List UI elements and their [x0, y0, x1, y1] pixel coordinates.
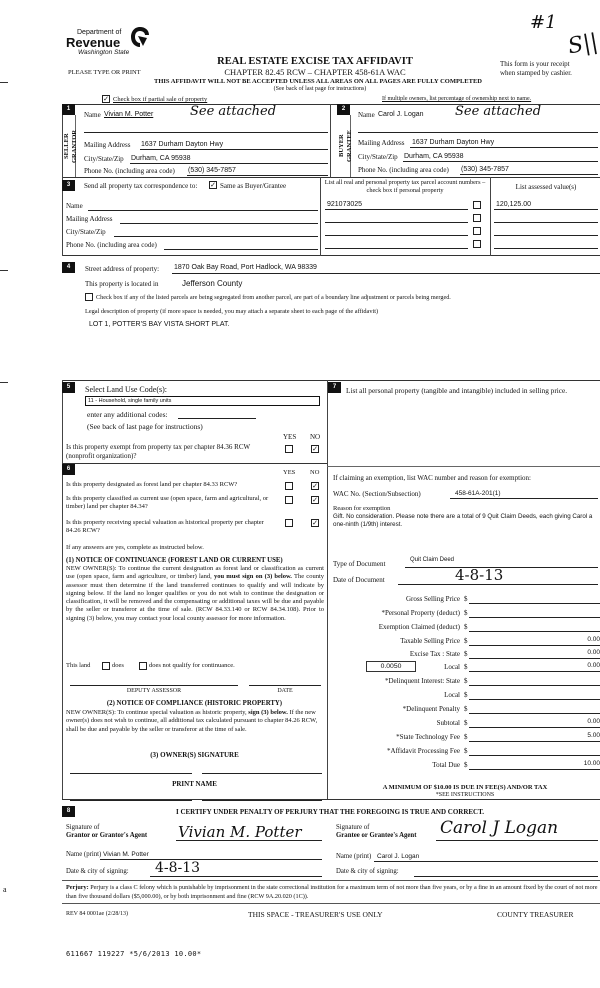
- document-date-label: Date of Document: [333, 576, 385, 584]
- fee-field-delinquent-penalty[interactable]: [469, 713, 600, 714]
- exempt-yes-checkbox[interactable]: [285, 445, 293, 453]
- partial-sale-checkbox[interactable]: ✓: [103, 95, 109, 103]
- fee-label-total-due: Total Due: [432, 761, 460, 769]
- personal-property-checkbox-4[interactable]: [473, 240, 481, 248]
- fee-label-personal-property: *Personal Property (deduct): [381, 609, 460, 617]
- buyer-address-label: Mailing Address: [358, 139, 405, 147]
- underline: [469, 658, 600, 659]
- currency-symbol: $: [464, 691, 468, 699]
- divider: [62, 255, 600, 256]
- multiple-owners-note: If multiple owners, list percentage of ownership next to name.: [382, 96, 532, 102]
- legal-description-value[interactable]: LOT 1, POTTER'S BAY VISTA SHORT PLAT.: [89, 321, 230, 328]
- perjury-text: Perjury is a class C felony which is punishable by imprisonment in the state correctional institution for a maximum term of not more than five years, or by a fine in an amount fixed by the court of not more than five thousand dollars ($5,000.00), or by both imprisonment and fine (RCW 9A.20.020 (1C)).: [66, 884, 598, 900]
- underline: [460, 174, 598, 175]
- handwritten-number: #1: [530, 12, 557, 33]
- seller-phone-label: Phone No. (including area code): [84, 167, 175, 175]
- assessor-date-label: DATE: [277, 688, 293, 694]
- underline: [469, 645, 600, 646]
- form-number: REV 84 0001ae (2/28/13): [66, 911, 129, 917]
- fee-label-delinquent-interest-state: *Delinquent Interest: State: [384, 677, 460, 685]
- currency-symbol: $: [464, 733, 468, 741]
- currency-symbol: $: [464, 595, 468, 603]
- cashier-stamp: 611667 119227 *5/6/2013 10.00*: [66, 950, 202, 958]
- personal-property-checkbox-3[interactable]: [473, 227, 481, 235]
- exempt-question: Is this property exempt from property tax per chapter 84.36 RCW (nonprofit organization)?: [66, 443, 250, 460]
- form-chapter: CHAPTER 82.45 RCW – CHAPTER 458-61A WAC: [224, 67, 406, 77]
- grantor-signature-label-1: Signature of: [66, 824, 100, 831]
- correspondence-name-label: Name: [66, 202, 83, 210]
- correspondence-phone-label: Phone No. (including area code): [66, 241, 157, 249]
- treasurer-space-label: THIS SPACE - TREASURER'S USE ONLY: [248, 910, 383, 919]
- currency-symbol: $: [464, 663, 468, 671]
- divider: [327, 380, 328, 800]
- see-instructions-note: *SEE INSTRUCTIONS: [435, 792, 495, 798]
- yes-header-6: YES: [283, 469, 296, 476]
- margin-letter: a: [3, 885, 7, 894]
- fee-label-delinquent-interest-local: Local: [444, 691, 460, 699]
- legal-description-label: Legal description of property (if more space is needed, you may attach a separate sheet to each page of the affidavit): [85, 308, 379, 315]
- divider: [62, 177, 600, 178]
- historic-question: Is this property receiving special valuation as historical property per chapter 84.26 RCW?: [66, 519, 264, 534]
- notice-compliance-text-b: If the new owner(s) does not wish to continue, all additional tax calculated pursuant to chapter 84.26 RCW, shall be due and payable by the seller or transferor at the time of sale.: [66, 709, 318, 733]
- underline: [469, 769, 600, 770]
- wac-label: WAC No. (Section/Subsection): [333, 490, 421, 498]
- underline: [70, 800, 192, 801]
- correspondence-city-label: City/State/Zip: [66, 228, 106, 236]
- partial-sale-label: Check box if partial sale of property: [113, 96, 208, 103]
- reason-value[interactable]: Gift. No consideration. Please note there are a total of 9 Quit Claim Deeds, each giving Carol a one-ninth (1/9th) interest.: [333, 513, 593, 528]
- notice-continuance-bold: you must sign on (3) below.: [214, 573, 292, 581]
- grantor-name-label: Name (print): [66, 851, 102, 858]
- notice-continuance-title: (1) NOTICE OF CONTINUANCE (FOREST LAND OR CURRENT USE): [66, 557, 283, 564]
- correspondence-address-label: Mailing Address: [66, 215, 113, 223]
- assessed-value-1[interactable]: 120,125.00: [496, 201, 532, 208]
- underline: [130, 163, 328, 164]
- fee-value-technology[interactable]: 5.00: [587, 732, 600, 739]
- underline: [187, 175, 328, 176]
- section-3-number: 3: [62, 180, 75, 191]
- underline: [325, 209, 468, 210]
- does-label: does: [112, 662, 124, 669]
- fee-field-delinquent-interest-local[interactable]: [469, 699, 600, 700]
- underline: [469, 741, 600, 742]
- parcel-number-1[interactable]: 921073025: [327, 201, 363, 208]
- land-use-selected-value: 11 - Household, single family units: [88, 398, 172, 404]
- see-back-note: (See back of last page for instructions): [273, 86, 367, 92]
- section-5-number: 5: [62, 382, 75, 393]
- minimum-due-note: A MINIMUM OF $10.00 IS DUE IN FEE(S) AND/OR TAX: [382, 784, 548, 791]
- receipt-note-2: when stamped by cashier.: [500, 69, 572, 77]
- logo-line3: Washington State: [78, 49, 130, 56]
- underline: [469, 727, 600, 728]
- parcel-header: List all real and personal property tax parcel account numbers – check box if personal property: [324, 179, 486, 194]
- street-address-value[interactable]: 1870 Oak Bay Road, Port Hadlock, WA 98339: [174, 264, 317, 271]
- additional-codes-field[interactable]: [178, 418, 256, 419]
- land-use-see-back: (See back of last page for instructions): [87, 422, 203, 431]
- seller-name-value[interactable]: Vivian M. Potter: [104, 111, 154, 118]
- grantee-signature[interactable]: Carol J Logan: [440, 818, 559, 838]
- fee-label-exemption: Exemption Claimed (deduct): [378, 623, 460, 631]
- no-header-6: NO: [310, 469, 320, 476]
- fee-value-excise-state[interactable]: 0.00: [587, 649, 600, 656]
- fee-value-taxable[interactable]: 0.00: [587, 636, 600, 643]
- county-value[interactable]: Jefferson County: [182, 279, 243, 288]
- section-2-number: 2: [337, 104, 350, 115]
- this-land-label: This land: [66, 662, 91, 669]
- handwritten-margin: S||: [566, 29, 600, 60]
- correspondence-address-field[interactable]: [120, 223, 318, 224]
- historic-yes-checkbox[interactable]: [285, 519, 293, 527]
- seller-phone-value[interactable]: (530) 345-7857: [188, 167, 236, 174]
- seller-address-label: Mailing Address: [84, 141, 131, 149]
- dor-swirl-icon: [130, 26, 150, 48]
- underline: [398, 584, 598, 585]
- assessor-date-line[interactable]: [249, 685, 321, 686]
- currency-symbol: $: [464, 761, 468, 769]
- grantor-signature[interactable]: Vivian M. Potter: [178, 823, 302, 841]
- buyer-city-value[interactable]: Durham, CA 95938: [404, 153, 464, 160]
- grantor-name-value[interactable]: Vivian M. Potter: [103, 851, 149, 858]
- correspondence-city-field[interactable]: [114, 236, 318, 237]
- street-address-label: Street address of property:: [85, 265, 160, 273]
- section-8-number: 8: [62, 806, 75, 817]
- fee-label-excise-state: Excise Tax : State: [409, 650, 460, 658]
- currency-symbol: $: [464, 609, 468, 617]
- underline: [176, 840, 322, 841]
- buyer-side-label: BUYER GRANTEE: [338, 129, 353, 163]
- divider: [62, 463, 327, 464]
- margin-mark: [0, 382, 8, 383]
- fee-label-delinquent-penalty: *Delinquent Penalty: [402, 705, 460, 713]
- local-rate-box[interactable]: [366, 661, 416, 672]
- divider: [490, 177, 491, 256]
- grantee-date-label: Date & city of signing:: [336, 868, 399, 875]
- divider: [62, 903, 600, 904]
- divider: [330, 104, 331, 178]
- grantee-date-field[interactable]: [414, 876, 598, 877]
- divider: [327, 466, 600, 467]
- currency-symbol: $: [464, 637, 468, 645]
- section-7-number: 7: [328, 382, 341, 393]
- divider: [62, 380, 600, 381]
- buyer-city-label: City/State/Zip: [358, 153, 398, 161]
- grantor-signature-label-2: Grantor or Grantor's Agent: [66, 832, 148, 839]
- notice-continuance-text-b: The county assessor must then determine if the land transferred continues to qualify and will indicate by signing below. If the land no longer qualifies or you do not wish to continue the designation or classification, it will be removed and the compensating or additional taxes will be due and payable by the seller or transferor at the time of sale. (RCW 84.33.140 or RCW 84.34.108). Prior to signing (3) below, you may contact your local county assessor for more information.: [66, 573, 324, 622]
- fee-field-exemption[interactable]: [469, 631, 600, 632]
- personal-property-checkbox-1[interactable]: [473, 201, 481, 209]
- deputy-assessor-label: DEPUTY ASSESSOR: [126, 688, 182, 694]
- seller-city-label: City/State/Zip: [84, 155, 124, 163]
- exemption-label: If claiming an exemption, list WAC number and reason for exemption:: [333, 474, 531, 482]
- fee-label-technology: *State Technology Fee: [396, 733, 460, 741]
- fee-field-delinquent-interest-state[interactable]: [469, 685, 600, 686]
- buyer-handwritten-see-attached: See attached: [455, 104, 542, 119]
- perjury-label: Perjury:: [66, 884, 89, 891]
- fee-field-gross-selling[interactable]: [469, 603, 600, 604]
- owner-signature-line-2[interactable]: [202, 773, 322, 774]
- buyer-address-value[interactable]: 1637 Durham Dayton Hwy: [412, 139, 495, 146]
- divider: [320, 177, 321, 256]
- document-type-value[interactable]: Quit Claim Deed: [410, 557, 455, 563]
- fee-label-excise-local: Local: [444, 663, 460, 671]
- fee-value-excise-local[interactable]: 0.00: [587, 662, 600, 669]
- currency-symbol: $: [464, 705, 468, 713]
- currency-symbol: $: [464, 677, 468, 685]
- underline: [469, 671, 600, 672]
- current-use-question: Is this property classified as current use (open space, farm and agricultural, or timber) land per chapter 84.34?: [66, 495, 269, 510]
- does-qualify-checkbox[interactable]: [102, 662, 110, 670]
- underline: [374, 861, 598, 862]
- grantor-date-value[interactable]: 4-8-13: [155, 860, 201, 876]
- fee-label-gross-selling: Gross Selling Price: [405, 595, 460, 603]
- please-type: PLEASE TYPE OR PRINT: [68, 69, 141, 76]
- notice-compliance-text: [66, 709, 324, 734]
- section-6-number: 6: [62, 464, 75, 475]
- notice-continuance-text: [66, 565, 324, 623]
- section-4-number: 4: [62, 262, 75, 273]
- segregated-checkbox[interactable]: [85, 293, 93, 301]
- fee-label-processing: *Affidavit Processing Fee: [387, 747, 460, 755]
- forest-land-question: Is this property designated as forest land per chapter 84.33 RCW?: [66, 481, 238, 488]
- notice-compliance-text-a: NEW OWNER(S): To continue special valuation as historic property,: [66, 709, 247, 716]
- personal-property-checkbox-2[interactable]: [473, 214, 481, 222]
- reason-label: Reason for exemption: [333, 505, 391, 512]
- grantor-date-label: Date & city of signing:: [66, 868, 129, 875]
- buyer-phone-label: Phone No. (including area code): [358, 166, 449, 174]
- seller-name-label: Name: [84, 111, 101, 119]
- same-as-buyer-label: Same as Buyer/Grantee: [220, 182, 287, 190]
- seller-side-label: SELLER GRANTOR: [63, 129, 78, 163]
- section-1-number: 1: [62, 104, 75, 115]
- grantee-signature-label-2: Grantee or Grantee's Agent: [336, 832, 417, 839]
- assessed-value-4[interactable]: [494, 248, 598, 249]
- form-title: REAL ESTATE EXCISE TAX AFFIDAVIT: [217, 56, 413, 67]
- currency-symbol: $: [464, 747, 468, 755]
- underline: [403, 161, 598, 162]
- buyer-name-label: Name: [358, 111, 375, 119]
- fee-field-personal-property[interactable]: [469, 617, 600, 618]
- assessed-value-3[interactable]: [494, 235, 598, 236]
- assessed-header: List assessed value(s): [515, 183, 577, 191]
- underline: [436, 840, 598, 841]
- divider: [62, 380, 63, 800]
- forest-land-yes-checkbox[interactable]: [285, 482, 293, 490]
- land-use-label: Select Land Use Code(s):: [85, 385, 167, 394]
- additional-codes-label: enter any additional codes:: [87, 410, 168, 419]
- county-treasurer-label: COUNTY TREASURER: [497, 910, 574, 919]
- deputy-assessor-signature-line[interactable]: [70, 685, 238, 686]
- document-type-label: Type of Document: [333, 560, 386, 568]
- does-not-label: does not qualify for continuance.: [149, 662, 235, 669]
- document-date-value[interactable]: 4-8-13: [455, 566, 504, 584]
- underline: [450, 498, 598, 499]
- forest-land-no-checkbox[interactable]: ✓: [312, 482, 318, 490]
- form-warning: THIS AFFIDAVIT WILL NOT BE ACCEPTED UNLESS ALL AREAS ON ALL PAGES ARE FULLY COMPLETED: [154, 78, 482, 85]
- fee-label-taxable: Taxable Selling Price: [400, 637, 460, 645]
- buyer-name-line-2: [358, 132, 598, 133]
- underline: [494, 209, 598, 210]
- correspondence-phone-field[interactable]: [164, 249, 318, 250]
- yes-header-5: YES: [283, 433, 297, 441]
- dor-logo: [66, 24, 166, 56]
- personal-property-label: List all personal property (tangible and intangible) included in selling price.: [346, 386, 568, 395]
- if-yes-note: If any answers are yes, complete as instructed below.: [66, 544, 204, 551]
- owner-signature-title: (3) OWNER(S) SIGNATURE: [150, 751, 239, 759]
- notice-continuance-text-a: NEW OWNER(S): To continue the current designation as forest land or classification as current use (open space, farm and agriculture, or timber) land,: [66, 565, 324, 581]
- wac-value[interactable]: 458-61A-201(1): [455, 490, 501, 497]
- same-as-buyer-checkbox[interactable]: ✓: [210, 181, 216, 189]
- no-header-5: NO: [310, 433, 321, 441]
- underline: [410, 147, 598, 148]
- local-rate-value: 0.0050: [380, 663, 402, 670]
- does-not-qualify-checkbox[interactable]: [139, 662, 147, 670]
- fee-field-processing[interactable]: [469, 755, 600, 756]
- correspondence-name-field[interactable]: [88, 210, 318, 211]
- grantee-name-value[interactable]: Carol J. Logan: [377, 853, 420, 860]
- grantee-name-label: Name (print): [336, 853, 372, 860]
- divider: [62, 880, 600, 881]
- currency-symbol: $: [464, 650, 468, 658]
- located-in-label: This property is located in: [85, 280, 159, 288]
- underline: [150, 876, 322, 877]
- underline: [140, 149, 328, 150]
- fee-value-total-due[interactable]: 10.00: [583, 760, 600, 767]
- underline: [100, 859, 322, 860]
- margin-mark: [0, 270, 8, 271]
- currency-symbol: $: [464, 719, 468, 727]
- underline: [202, 800, 322, 801]
- notice-compliance-bold: sign (3) below.: [248, 709, 288, 716]
- fee-value-subtotal[interactable]: 0.00: [587, 718, 600, 725]
- logo-line2: Revenue: [66, 35, 121, 50]
- margin-mark: [0, 82, 8, 83]
- grantee-signature-label-1: Signature of: [336, 824, 370, 831]
- parcel-number-3[interactable]: [325, 235, 468, 236]
- historic-no-checkbox[interactable]: ✓: [312, 519, 318, 527]
- seller-address-value[interactable]: 1637 Durham Dayton Hwy: [141, 141, 224, 148]
- seller-name-line-2: [84, 132, 328, 133]
- receipt-note-1: This form is your receipt: [500, 60, 570, 68]
- segregated-label: Check box if any of the listed parcels are being segregated from another parcel, are part of a boundary line adjustment or parcels being merged.: [96, 294, 451, 301]
- underline: [172, 273, 600, 274]
- buyer-name-value[interactable]: Carol J. Logan: [378, 111, 424, 118]
- assessed-value-2[interactable]: [494, 222, 598, 223]
- parcel-number-4[interactable]: [325, 248, 468, 249]
- correspondence-label: Send all property tax correspondence to:: [84, 182, 198, 190]
- current-use-no-checkbox[interactable]: ✓: [312, 496, 318, 504]
- seller-city-value[interactable]: Durham, CA 95938: [131, 155, 191, 162]
- buyer-phone-value[interactable]: (530) 345-7857: [461, 166, 509, 173]
- certify-statement: I CERTIFY UNDER PENALTY OF PERJURY THAT THE FOREGOING IS TRUE AND CORRECT.: [175, 808, 484, 816]
- currency-symbol: $: [464, 623, 468, 631]
- perjury-notice: [66, 884, 600, 901]
- land-use-select[interactable]: [85, 396, 320, 406]
- fee-label-subtotal: Subtotal: [436, 719, 460, 727]
- print-name-label: PRINT NAME: [172, 780, 217, 788]
- notice-compliance-title: (2) NOTICE OF COMPLIANCE (HISTORIC PROPERTY): [106, 700, 283, 707]
- current-use-yes-checkbox[interactable]: [285, 496, 293, 504]
- owner-signature-line[interactable]: [70, 773, 192, 774]
- logo-line1: Department of: [77, 29, 122, 36]
- seller-handwritten-see-attached: See attached: [190, 104, 277, 119]
- parcel-number-2[interactable]: [325, 222, 468, 223]
- exempt-no-checkbox[interactable]: ✓: [312, 445, 318, 453]
